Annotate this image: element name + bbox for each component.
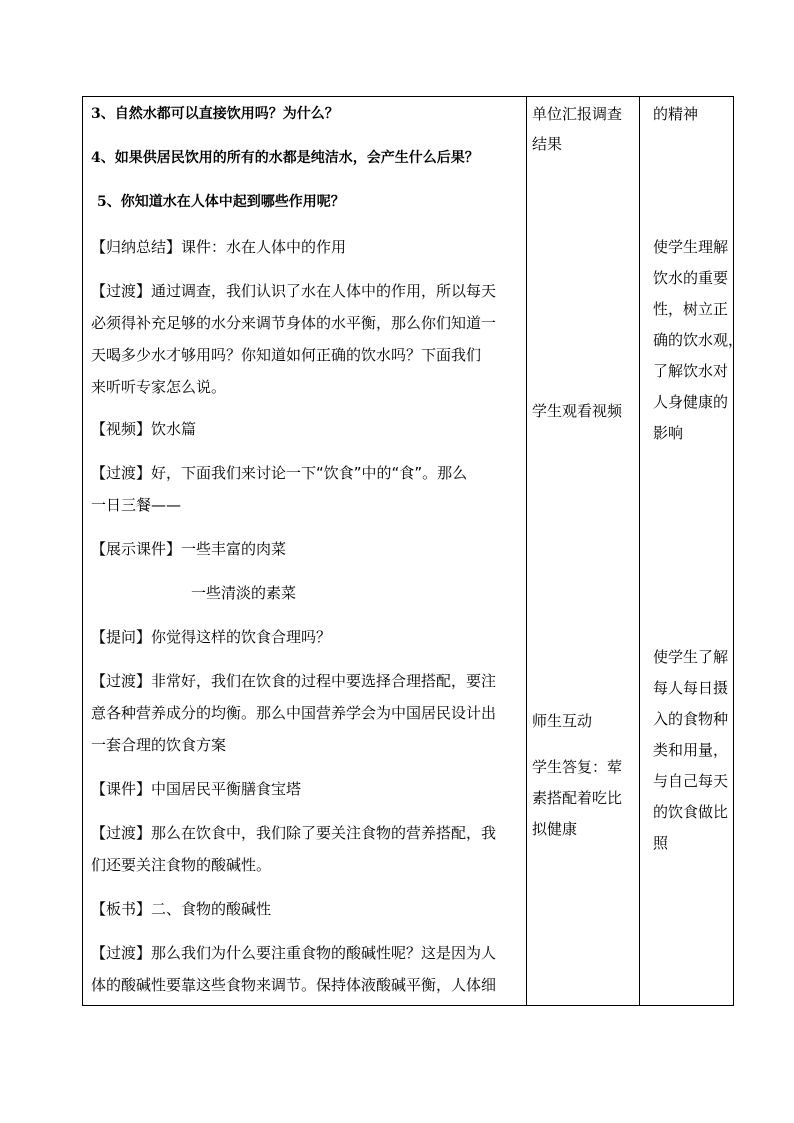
summary-line: 【归纳总结】课件：水在人体中的作用: [91, 238, 347, 256]
question-line: 【提问】你觉得这样的饮食合理吗？: [91, 628, 332, 646]
goal-1-line: 人身健康的: [653, 393, 729, 411]
transition-4-line: 们还要关注食物的酸碱性。: [91, 856, 272, 874]
watch-video-line: 学生观看视频: [532, 402, 623, 420]
goal-1-line: 使学生理解: [653, 238, 729, 256]
goal-2-line: 每人每日摄: [653, 679, 729, 697]
courseware-line: 【课件】中国居民平衡膳食宝塔: [91, 780, 302, 798]
transition-1-line: 来听听专家怎么说。: [91, 378, 227, 396]
question-4: 4、如果供居民饮用的所有的水都是纯洁水，会产生什么后果？: [91, 150, 479, 166]
column-divider: [526, 97, 527, 1005]
report-line: 结果: [532, 135, 563, 153]
question-3: 3、自然水都可以直接饮用吗？为什么？: [91, 106, 339, 122]
board-line: 【板书】二、食物的酸碱性: [91, 900, 272, 918]
goal-2-line: 类和用量，: [653, 741, 729, 759]
spirit-line: 的精神: [653, 105, 699, 123]
video-line: 【视频】饮水篇: [91, 420, 197, 438]
transition-1-line: 【过渡】通过调查，我们认识了水在人体中的作用，所以每天: [91, 282, 497, 300]
answer-line: 素搭配着吃比: [532, 789, 623, 807]
goal-2-line: 的饮食做比: [653, 803, 729, 821]
answer-line: 拟健康: [532, 820, 578, 838]
transition-2-line: 一日三餐——: [91, 496, 182, 514]
column-divider: [639, 97, 640, 1005]
transition-5-line: 体的酸碱性要靠这些食物来调节。保持体液酸碱平衡，人体细: [91, 976, 497, 994]
lesson-plan-table: [82, 96, 744, 1006]
answer-line: 学生答复：荤: [532, 758, 623, 776]
question-5: 5、你知道水在人体中起到哪些作用呢？: [97, 194, 345, 210]
transition-4-line: 【过渡】那么在饮食中，我们除了要关注食物的营养搭配，我: [91, 824, 497, 842]
interact-line: 师生互动: [532, 712, 593, 730]
goal-2-line: 使学生了解: [653, 648, 729, 666]
goal-2-line: 与自己每天: [653, 772, 729, 790]
goal-2-line: 照: [653, 834, 669, 852]
goal-1-line: 了解饮水对: [653, 362, 729, 380]
transition-1-line: 天喝多少水才够用吗？你知道如何正确的饮水吗？下面我们: [91, 346, 482, 364]
transition-5-line: 【过渡】那么我们为什么要注重食物的酸碱性呢？这是因为人: [91, 944, 497, 962]
show-courseware-line: 【展示课件】一些丰富的肉菜: [91, 540, 287, 558]
report-line: 单位汇报调查: [532, 105, 623, 123]
transition-2-line: 【过渡】好，下面我们来讨论一下“饮食”中的“食”。那么: [91, 464, 468, 482]
goal-1-line: 确的饮水观，: [653, 331, 744, 349]
transition-1-line: 必须得补充足够的水分来调节身体的水平衡，那么你们知道一: [91, 314, 497, 332]
goal-1-line: 性，树立正: [653, 300, 729, 318]
goal-2-line: 入的食物种: [653, 710, 729, 728]
goal-1-line: 饮水的重要: [653, 269, 729, 287]
transition-3-line: 【过渡】非常好，我们在饮食的过程中要选择合理搭配，要注: [91, 672, 497, 690]
show-courseware-line: 一些清淡的素菜: [191, 584, 297, 602]
goal-1-line: 影响: [653, 424, 684, 442]
transition-3-line: 意各种营养成分的均衡。那么中国营养学会为中国居民设计出: [91, 704, 497, 722]
transition-3-line: 一套合理的饮食方案: [91, 736, 227, 754]
